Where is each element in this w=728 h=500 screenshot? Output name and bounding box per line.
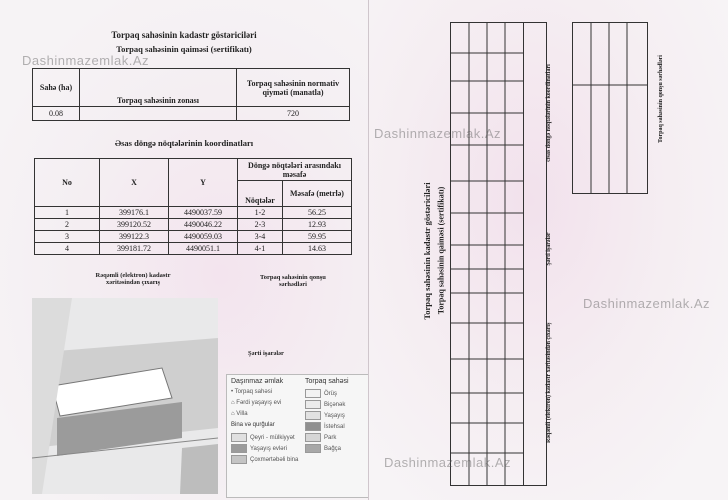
neighbors-label: Torpaq sahəsinin qonşu sərhədləri: [658, 55, 664, 143]
area-table: [32, 68, 350, 121]
legend-box: [226, 374, 369, 498]
row-meters: 59.95: [282, 231, 351, 243]
legend-title: Şərti işarələr: [248, 350, 284, 357]
row-y: 4490037.59: [169, 207, 238, 219]
row-meters: 14.63: [282, 243, 351, 255]
row-y: 4490051.1: [169, 243, 238, 255]
row-y: 4490046.22: [169, 219, 238, 231]
legend-item: Bağça: [305, 444, 367, 455]
row-meters: 12.93: [282, 219, 351, 231]
table-row: [35, 231, 352, 243]
coords-label: Əsas döngə nöqtələrinin koordinatları: [546, 64, 552, 162]
value-header: Torpaq sahəsinin normativ qiyməti (manatla): [237, 69, 350, 107]
row-no: 4: [35, 243, 100, 255]
row-meters: 56.25: [282, 207, 351, 219]
empty-grid: [522, 22, 547, 486]
rotated-grid: [450, 22, 524, 486]
legend-item: ⌂ Fərdi yaşayış evi: [231, 400, 282, 406]
legend-item: İstehsal: [305, 422, 367, 433]
no-header: No: [35, 159, 100, 207]
legend-col1-title: Daşınmaz əmlak: [231, 378, 284, 385]
legend-item: ⌂ Villa: [231, 411, 248, 417]
doc-subtitle: Torpaq sahəsinin qaiməsi (sertifikatı): [116, 44, 252, 54]
coords-title: Əsas döngə nöqtələrinin koordinatları: [114, 138, 254, 148]
rot-title: Torpaq sahəsinin kadastr göstəriciləri: [422, 182, 432, 320]
points-header: Nöqtələr: [238, 181, 283, 207]
legend-item: Yaşayış: [305, 411, 367, 422]
row-x: 399122.3: [100, 231, 169, 243]
row-points: 3-4: [238, 231, 283, 243]
neighbors-caption: Torpaq sahəsinin qonşu sərhədləri: [260, 274, 326, 288]
legend-item: Qeyri - mülkiyyət: [231, 433, 299, 444]
legend-item: Yaşayış evləri: [231, 444, 299, 455]
map-drawing: [32, 298, 218, 494]
legend-item: Biçənək: [305, 400, 367, 411]
legend-col2-title: Torpaq sahəsi: [305, 378, 349, 385]
watermark: Dashinmazemlak.Az: [583, 296, 710, 311]
legend-item: Çoxmərtəbəli bina: [231, 455, 299, 466]
distance-header: Döngə nöqtələri arasındakı məsafə: [238, 159, 352, 181]
legend-item: • Torpaq sahəsi: [231, 389, 273, 395]
rot-subtitle: Torpaq sahəsinin qaiməsi (sertifikatı): [436, 186, 446, 315]
row-x: 399120.52: [100, 219, 169, 231]
legend-col1-sub: Bina və qurğular: [231, 422, 275, 428]
row-points: 2-3: [238, 219, 283, 231]
row-x: 399176.1: [100, 207, 169, 219]
area-value: 0.08: [33, 107, 80, 121]
row-no: 3: [35, 231, 100, 243]
legend-item: Örüş: [305, 389, 367, 400]
legend-item: Park: [305, 433, 367, 444]
table-row: [35, 219, 352, 231]
neighbors-grid-lines: [573, 23, 647, 193]
coords-table: [34, 158, 352, 255]
row-points: 4-1: [238, 243, 283, 255]
table-row: [35, 243, 352, 255]
row-points: 1-2: [238, 207, 283, 219]
map-label: Rəqəmli (elektron) kadastr xəritəsindən çıxarış: [546, 322, 552, 443]
x-header: X: [100, 159, 169, 207]
neighbors-grid: [572, 22, 648, 194]
grid-lines: [451, 23, 523, 485]
area-header: Sahə (ha): [33, 69, 80, 107]
meters-header: Məsafə (metrlə): [282, 181, 351, 207]
table-row: [35, 207, 352, 219]
row-no: 2: [35, 219, 100, 231]
row-no: 1: [35, 207, 100, 219]
cadastral-map: [32, 298, 218, 494]
zone-header: Torpaq sahəsinin zonası: [80, 69, 237, 107]
map-caption: Rəqəmli (elektron) kadastr xəritəsindən çıxarış: [95, 272, 171, 286]
watermark: Dashinmazemlak.Az: [22, 53, 149, 68]
doc-title: Torpaq sahəsinin kadastr göstəriciləri: [111, 30, 257, 40]
watermark: Dashinmazemlak.Az: [374, 126, 501, 141]
y-header: Y: [169, 159, 238, 207]
legend-label: Şərti işarələr: [546, 232, 552, 266]
normative-value: 720: [237, 107, 350, 121]
row-x: 399181.72: [100, 243, 169, 255]
row-y: 4490059.03: [169, 231, 238, 243]
right-page: [369, 0, 728, 500]
zone-value: [80, 107, 237, 121]
watermark: Dashinmazemlak.Az: [384, 455, 511, 470]
